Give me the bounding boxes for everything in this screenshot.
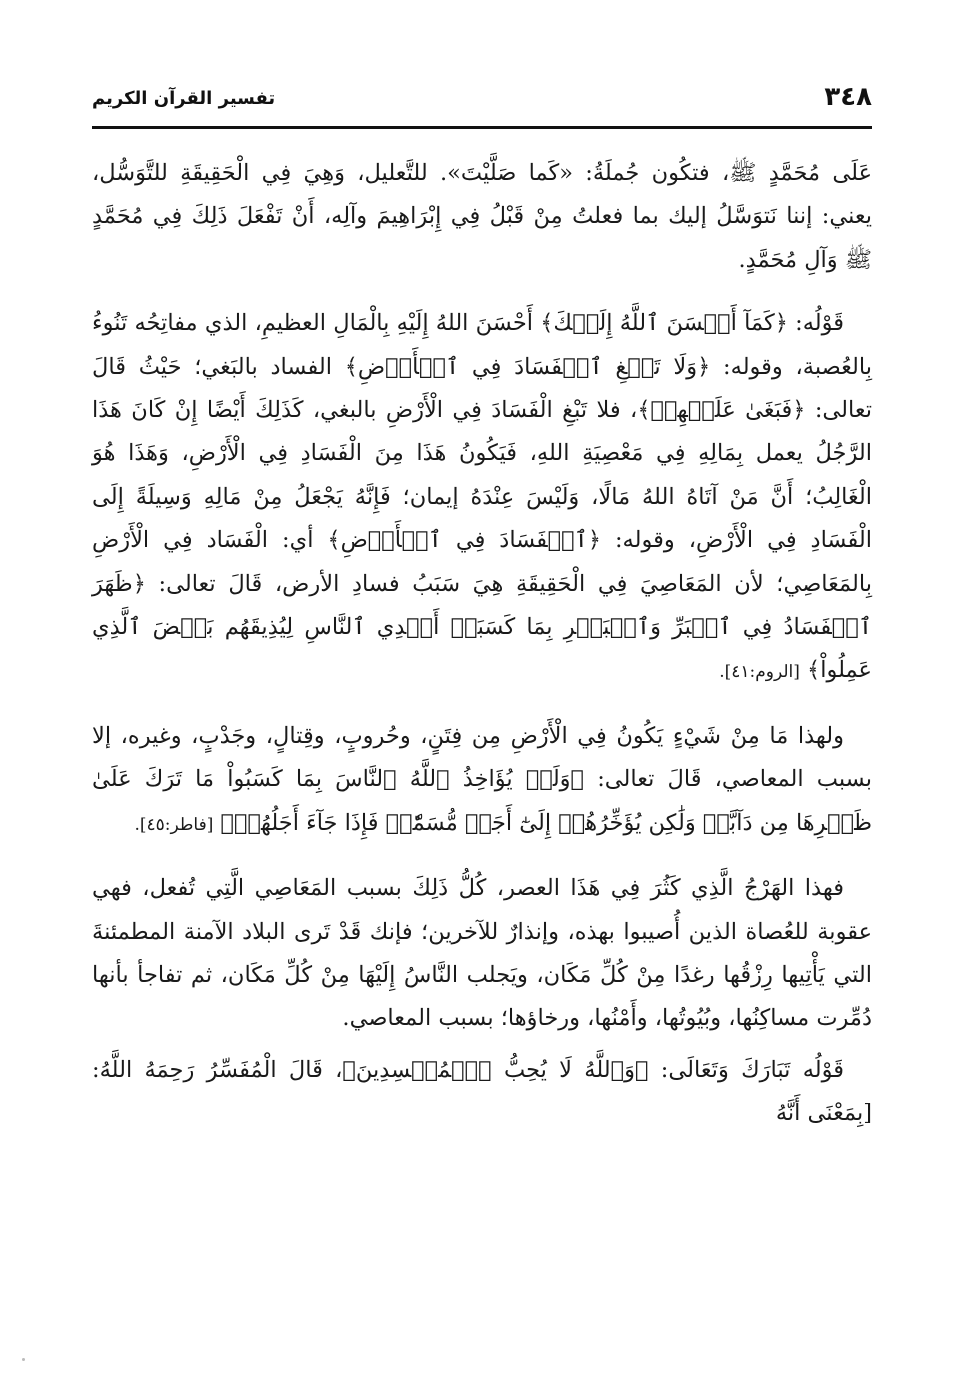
paragraph-3 [92, 715, 872, 847]
paragraph-4 [92, 867, 872, 1041]
page-body [92, 152, 872, 1156]
paragraph-2 [92, 302, 872, 695]
header-divider [92, 126, 872, 129]
paragraph-1 [92, 152, 872, 282]
scan-artifact [22, 1358, 25, 1361]
paragraph-2-verse-ref: [الروم:٤١]. [719, 662, 800, 683]
book-title: تفسير القرآن الكريم [92, 88, 276, 109]
page-number: ٣٤٨ [824, 82, 872, 112]
paragraph-5 [92, 1049, 872, 1136]
paragraph-3-verse-ref: [فاطر:٤٥]. [134, 814, 214, 835]
paragraph-1-text: عَلَى مُحَمَّدٍ ﷺ، فتكُون جُملَةُ: «كَما صَلَّيْتَ». للتَّعليل، وَهِيَ فِي الْحَقِيقَةِ للتَّوَسُّل، يعني: إننا نَتوَسَّلُ إليك بما فعلتُ مِنْ قَبْلُ فِي إِبْرَاهِيمَ وآلِه، أَنْ تَفْعَلَ ذَلِكَ فِي مُحَمَّدٍ ﷺ وَآلِ مُحَمَّدٍ. [92, 160, 872, 273]
paragraph-4-text: فهذا الهَرْجُ الَّذِي كَثُرَ فِي هَذَا العصر، كُلُّ ذَلِكَ بسبب المَعَاصِي الَّتِي تُفعل، فهي عقوبة للعُصاة الذين أُصيبوا بهذه، وإنذارٌ للآخرين؛ فإنك قَدْ تَرى البلاد الآمنة المطمئنةَ التي يَأْتِيها رِزْقُها رغدًا مِنْ كُلِّ مَكَان، ويَجلب النَّاسُ إِلَيْهَا مِنْ كُلِّ مَكَان، ثم تفاجأ بأنها دُمِّرت مساكِنُها، وبُيُوتُها، وأَمْنُها، ورخاؤها؛ بسبب المعاصي. [92, 875, 872, 1032]
paragraph-5-text: قَوْلُه تَبَارَكَ وَتَعَالَى: ﴿وَٱللَّهُ لَا يُحِبُّ ٱلۡمُفۡسِدِينَ﴾، قَالَ الْمُفَسِّرُ رَحِمَهُ اللَّهُ: [بِمَعْنَى أَنَّهُ [92, 1056, 872, 1127]
page-header [92, 82, 872, 126]
paragraph-2-text: قَوْلُه: ﴿كَمَآ أَحۡسَنَ ٱللَّهُ إِلَيۡكَ﴾ أَحْسَنَ اللهُ إِلَيْهِ بِالْمَالِ العظيمِ، الذي مفاتِحُه تَنُوءُ بِالعُصبة، وقوله: ﴿وَلَا تَبۡغِ ٱلۡفَسَادَ فِي ٱلۡأَرۡضِ﴾ الفساد بالبَغي؛ حَيْثُ قَالَ تعالى: ﴿فَبَغَىٰ عَلَيۡهِمۡ﴾، فلا تَبْغِ الْفَسَادَ فِي الْأَرْضِ بالبغي، كَذَلِكَ أَيْضًا إِنْ كَانَ هَذَا الرَّجُلُ يعمل بِمَالِهِ فِي مَعْصِيَةِ اللهِ، فَيَكُونُ هَذَا مِنَ الْفَسَادِ فِي الْأَرْضِ، وَهَذَا هُوَ الْغَالِبُ؛ أَنَّ مَنْ آتَاهُ اللهُ مَالًا، وَلَيْسَ عِنْدَهُ إيمان؛ فَإِنَّهُ يَجْعَلُ مِنْ مَالِهِ وَسِيلَةً إِلَى الْفَسَادِ فِي الْأَرْضِ، وقوله: ﴿ٱلۡفَسَادَ فِي ٱلۡأَرۡضِ﴾ أي: الْفَسَاد فِي الْأَرْضِ بِالمَعَاصِي؛ لأن المَعَاصِيَ فِي الْحَقِيقَةِ هِيَ سَبَبُ فسادِ الأرض، قَالَ تعالى: ﴿ظَهَرَ ٱلۡفَسَادُ فِي ٱلۡبَرِّ وَٱلۡبَحۡرِ بِمَا كَسَبَتۡ أَيۡدِي ٱلنَّاسِ لِيُذِيقَهُم بَعۡضَ ٱلَّذِي عَمِلُواْ﴾ [92, 310, 872, 684]
paragraph-3-text: ولهذا مَا مِنْ شَيْءٍ يَكُونُ فِي الْأَرْضِ مِن فِتَنٍ، وحُروبٍ، وقِتالٍ، وجَدْبٍ، وغيره، إلا بسبب المعاصي، قَالَ تعالى: ﴿وَلَوۡ يُؤَاخِذُ ٱللَّهُ ٱلنَّاسَ بِمَا كَسَبُواْ مَا تَرَكَ عَلَىٰ ظَهۡرِهَا مِن دَآبَّةٖ وَلَٰكِن يُؤَخِّرُهُمۡ إِلَىٰٓ أَجَلٖ مُّسَمّٗىۖ فَإِذَا جَآءَ أَجَلُهُمۡ﴾ [92, 722, 872, 836]
